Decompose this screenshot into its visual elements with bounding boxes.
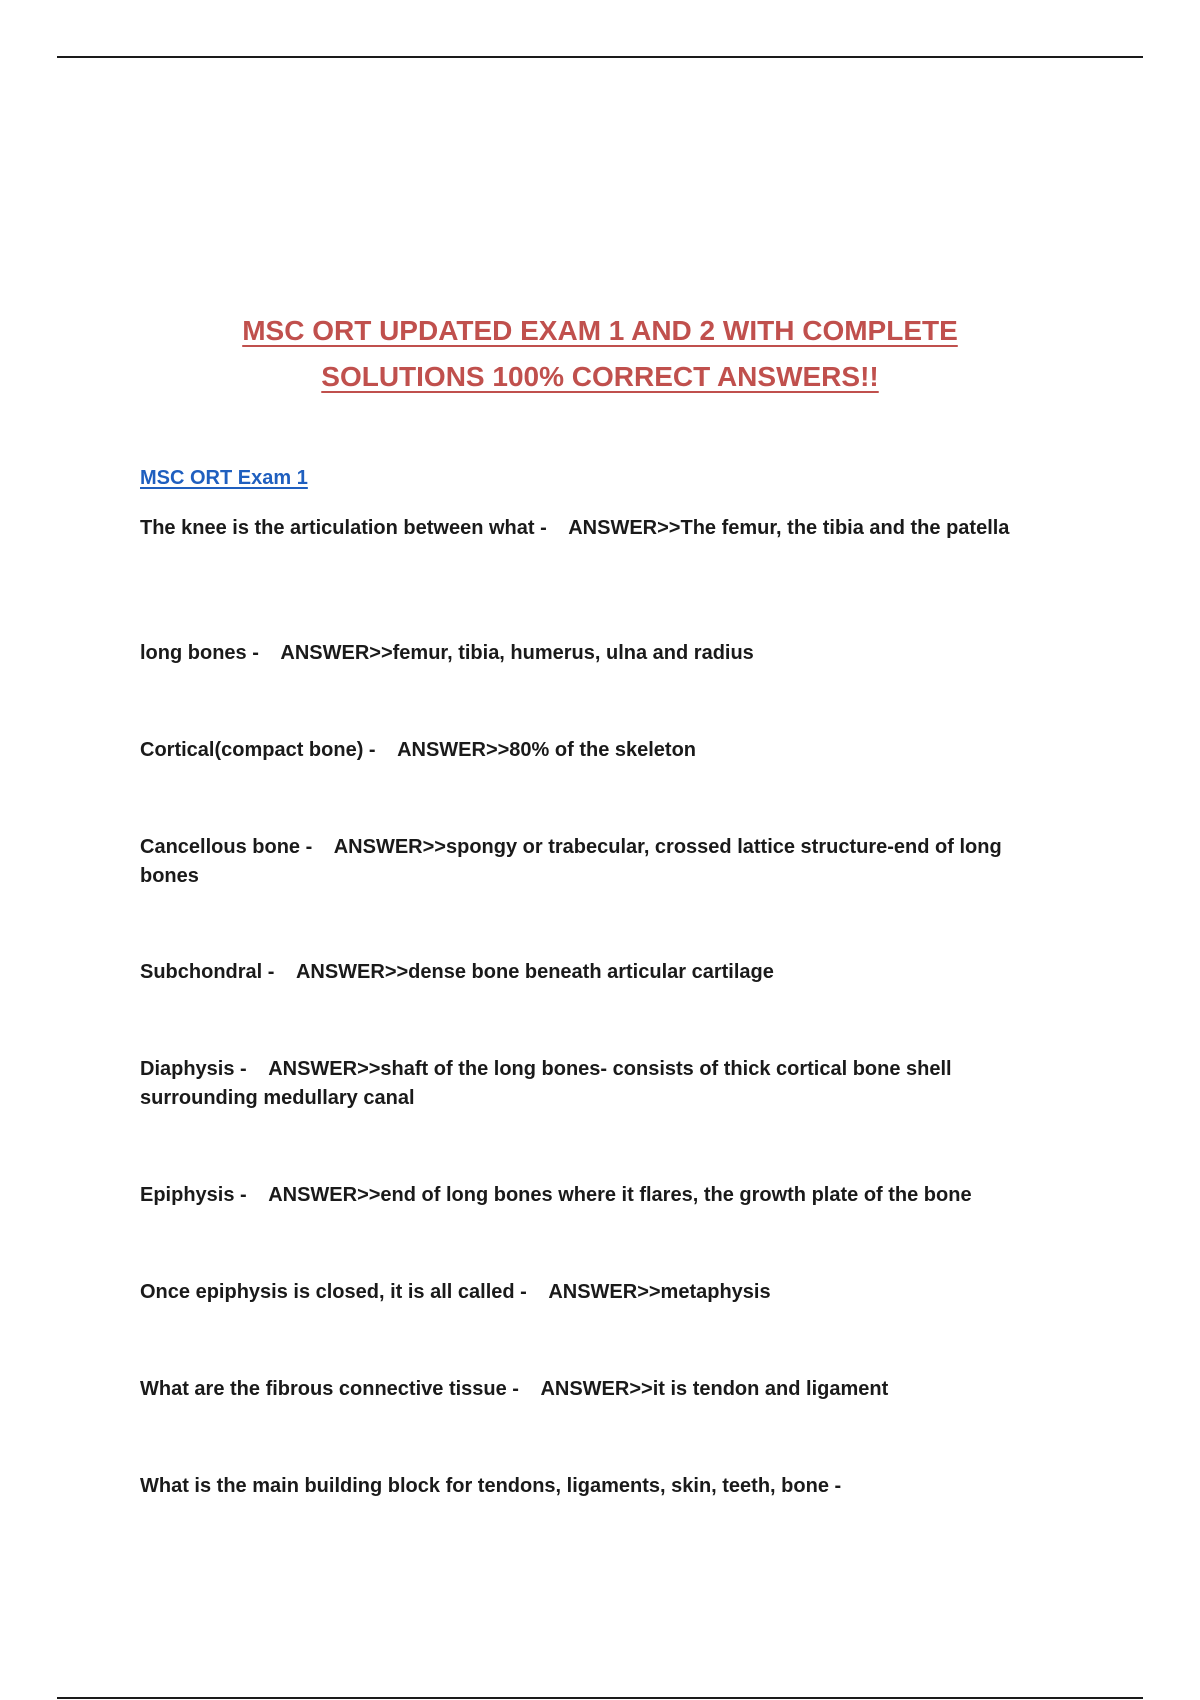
qa-item: [140, 639, 1060, 668]
qa-item: [140, 1375, 1060, 1404]
qa-item: [140, 1181, 1060, 1210]
qa-question: Subchondral -: [140, 961, 275, 983]
qa-answer: ANSWER>>it is tendon and ligament: [540, 1378, 889, 1400]
qa-question: What is the main building block for tendons, ligaments, skin, teeth, bone -: [140, 1475, 842, 1497]
qa-item: [140, 833, 1060, 891]
qa-question: Diaphysis -: [140, 1058, 247, 1080]
footer-rule: [57, 1697, 1143, 1699]
qa-question: What are the fibrous connective tissue -: [140, 1378, 519, 1400]
qa-item: [140, 1055, 1060, 1113]
qa-item: [140, 1278, 1060, 1307]
qa-item: [140, 958, 1060, 987]
qa-item: [140, 514, 1060, 543]
qa-item: [140, 1472, 1060, 1501]
qa-answer: ANSWER>>spongy or trabecular, crossed lattice structure-end of long bones: [140, 836, 1002, 887]
qa-answer: ANSWER>>metaphysis: [548, 1281, 771, 1303]
title-line-2: SOLUTIONS 100% CORRECT ANSWERS!!: [321, 361, 879, 392]
qa-answer: ANSWER>>femur, tibia, humerus, ulna and radius: [280, 642, 754, 664]
qa-answer: ANSWER>>shaft of the long bones- consists of thick cortical bone shell surrounding medullary canal: [140, 1058, 952, 1109]
qa-question: long bones -: [140, 642, 259, 664]
qa-answer: ANSWER>>end of long bones where it flares, the growth plate of the bone: [268, 1184, 972, 1206]
qa-question: The knee is the articulation between what -: [140, 517, 547, 539]
section-heading: MSC ORT Exam 1: [140, 467, 308, 489]
qa-question: Epiphysis -: [140, 1184, 247, 1206]
document-title: [0, 308, 1200, 400]
qa-answer: ANSWER>>80% of the skeleton: [397, 739, 697, 761]
qa-question: Cortical(compact bone) -: [140, 739, 376, 761]
qa-item: [140, 736, 1060, 765]
qa-question: Once epiphysis is closed, it is all called -: [140, 1281, 527, 1303]
qa-answer: ANSWER>>The femur, the tibia and the patella: [568, 517, 1010, 539]
header-rule: [57, 56, 1143, 58]
title-line-1: MSC ORT UPDATED EXAM 1 AND 2 WITH COMPLETE: [242, 315, 958, 346]
qa-answer: ANSWER>>dense bone beneath articular cartilage: [295, 961, 774, 983]
qa-question: Cancellous bone -: [140, 836, 313, 858]
